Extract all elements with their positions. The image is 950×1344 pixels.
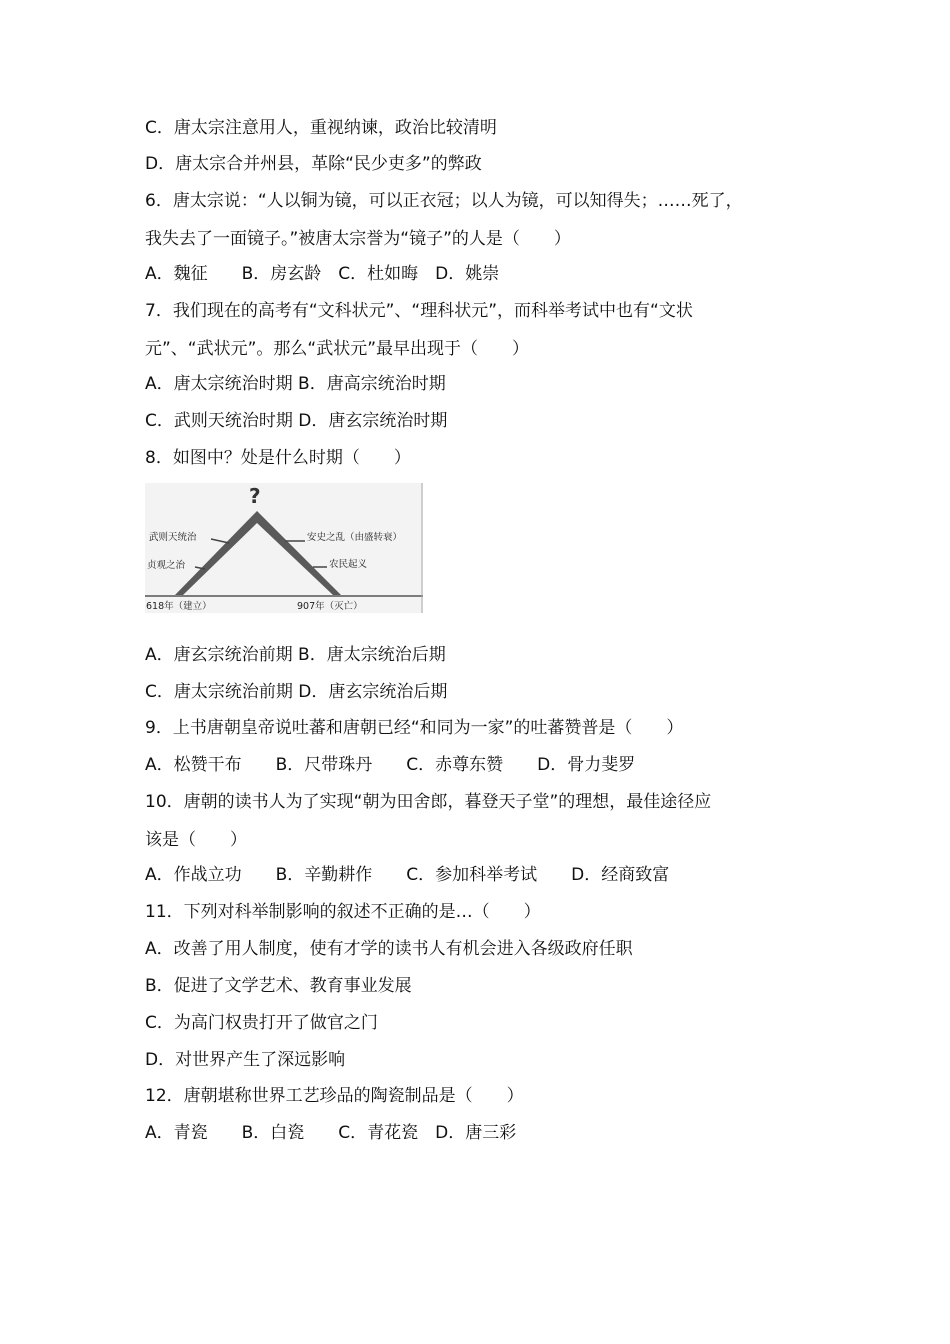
text-line: C．唐太宗注意用人，重视纳谏，政治比较清明 [145,118,497,138]
question-11-option-b: B．促进了文学艺术、教育事业发展 [145,976,412,996]
label-peasant-uprising: 农民起义 [329,559,368,570]
question-8-options-ab: A．唐玄宗统治前期 B．唐太宗统治后期 [145,645,446,665]
question-7-options-cd: C．武则天统治时期 D．唐玄宗统治时期 [145,411,448,431]
question-6-stem: 6．唐太宗说：“人以铜为镜，可以正衣冠；以人为镜，可以知得失；……死了， [145,191,743,211]
question-12-stem: 12．唐朝堪称世界工艺珍品的陶瓷制品是（ ） [145,1086,524,1106]
question-10-stem-cont: 该是（ ） [145,830,247,850]
label-anshi-rebellion: 安史之乱（由盛转衰） [307,532,403,543]
label-start-year: 618年（建立） [146,601,212,612]
question-10-options: A．作战立功 B．辛勤耕作 C．参加科举考试 D．经商致富 [145,865,670,885]
label-end-year: 907年（灭亡） [297,601,363,612]
question-8-options-cd: C．唐太宗统治前期 D．唐玄宗统治后期 [145,682,448,702]
question-11-stem: 11．下列对科举制影响的叙述不正确的是…（ ） [145,902,541,922]
label-zhenguan: 贞观之治 [147,560,186,571]
question-8-stem: 8．如图中？处是什么时期（ ） [145,448,411,468]
question-11-option-a: A．改善了用人制度，使有才学的读书人有机会进入各级政府任职 [145,939,633,959]
question-9-options: A．松赞干布 B．尺带珠丹 C．赤尊东赞 D．骨力斐罗 [145,755,636,775]
diagram-question-mark: ? [249,484,261,508]
question-6-stem-cont: 我失去了一面镜子。”被唐太宗誉为“镜子”的人是（ ） [145,229,571,249]
question-7-options-ab: A．唐太宗统治时期 B．唐高宗统治时期 [145,374,446,394]
question-11-option-c: C．为高门权贵打开了做官之门 [145,1013,378,1033]
question-7-stem: 7．我们现在的高考有“文科状元”、“理科状元”，而科举考试中也有“文状 [145,301,693,321]
question-7-stem-cont: 元”、“武状元”。那么“武状元”最早出现于（ ） [145,339,530,359]
question-11-option-d: D．对世界产生了深远影响 [145,1050,346,1070]
label-wu-zetian: 武则天统治 [149,532,197,543]
tang-dynasty-diagram [145,483,423,613]
question-10-stem: 10．唐朝的读书人为了实现“朝为田舍郎，暮登天子堂”的理想，最佳途径应 [145,792,712,812]
question-9-stem: 9．上书唐朝皇帝说吐蕃和唐朝已经“和同为一家”的吐蕃赞普是（ ） [145,718,684,738]
question-6-options: A．魏征 B．房玄龄 C．杜如晦 D．姚崇 [145,264,500,284]
text-line: D．唐太宗合并州县，革除“民少吏多”的弊政 [145,154,482,174]
question-12-options: A．青瓷 B．白瓷 C．青花瓷 D．唐三彩 [145,1123,517,1143]
